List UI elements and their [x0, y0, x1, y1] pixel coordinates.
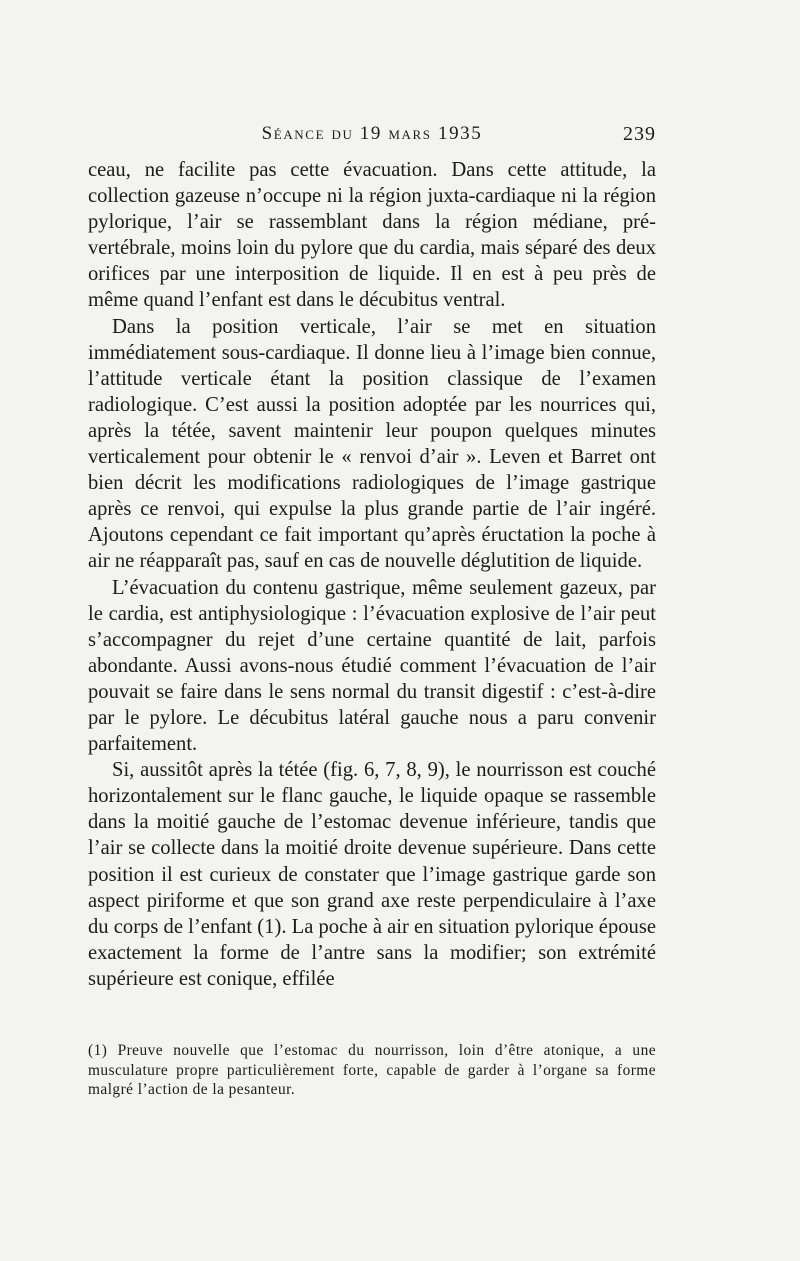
running-title-year: 1935 [437, 123, 483, 144]
running-title-prefix: Séance du [261, 123, 354, 144]
paragraph-4: Si, aussitôt après la tétée (fig. 6, 7, 8, 9), le nourrisson est couché horizontalement sur le flanc gauche, le liquide opaque se rassemble dans la moitié gauche de l’estomac devenue inférieure, tandis que l’air se collecte dans la moitié droite devenue supérieure. Dans cette position il est curieux de constater que l’image gastrique garde son aspect piriforme et que son grand axe reste perpendiculaire à l’axe du corps de l’enfant (1). La poche à air en situation pylorique épouse exactement la forme de l’antre sans la modifier; son extrémité supérieure est conique, effilée [88, 759, 656, 990]
page-number: 239 [623, 123, 656, 145]
paragraph-3: L’évacuation du contenu gastrique, même seulement gazeux, par le cardia, est antiphysiologique : l’évacuation explosive de l’air peut s’accompagner du rejet d’une certaine quantité de lait, parfois abondante. Aussi avons-nous étudié comment l’évacuation de l’air pouvait se faire dans le sens normal du transit digestif : c’est-à-dire par le pylore. Le décubitus latéral gauche nous a paru convenir parfaitement. [88, 576, 656, 756]
running-title-day: 19 [359, 123, 382, 144]
footnote-text: (1) Preuve nouvelle que l’estomac du nourrisson, loin d’être atonique, a une musculature propre particulièrement forte, capable de garder à l’organe sa forme malgré l’action de la pesanteur. [88, 1042, 656, 1099]
paragraph-2: Dans la position verticale, l’air se met en situation immédiatement sous-cardiaque. Il donne lieu à l’image bien connue, l’attitude verticale étant la position classique de l’examen radiologique. C’est aussi la position adoptée par les nourrices qui, après la tétée, savent maintenir leur poupon quelques minutes verticalement pour obtenir le « renvoi d’air ». Leven et Barret ont bien décrit les modifications radiologiques de l’image gastrique après ce renvoi, qui expulse la plus grande partie de l’air ingéré. Ajoutons cependant ce fait important qu’après éructation la poche à air ne réapparaît pas, sauf en cas de nouvelle déglutition de liquide. [88, 315, 656, 573]
running-title [88, 121, 656, 147]
running-title-month: mars [388, 123, 432, 144]
paragraph-1: ceau, ne facilite pas cette évacuation. Dans cette attitude, la collection gazeuse n’occupe ni la région juxta-cardiaque ni la région pylorique, l’air se rassemblant dans la région médiane, pré-vertébrale, moins loin du pylore que du cardia, mais séparé des deux orifices par une interposition de liquide. Il en est à peu près de même quand l’enfant est dans le décubitus ventral. [88, 159, 656, 312]
page-header [88, 121, 656, 147]
body-text [88, 157, 656, 992]
footnote [88, 1041, 656, 1100]
